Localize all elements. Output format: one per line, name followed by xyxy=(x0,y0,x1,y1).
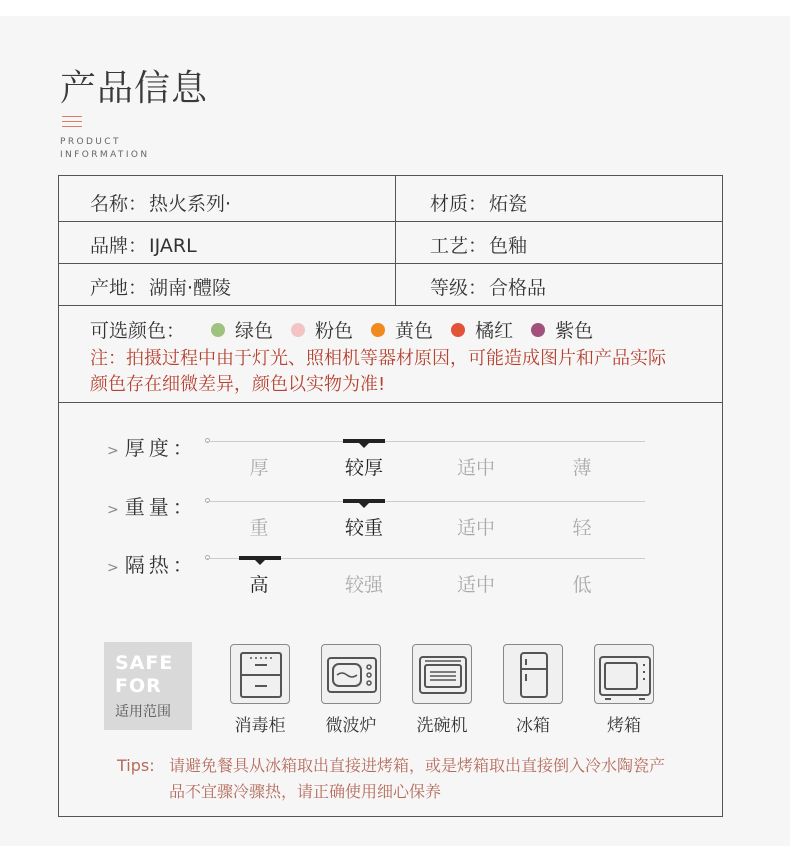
rating-option: 薄 xyxy=(572,457,592,479)
rating-option: 轻 xyxy=(572,517,592,539)
rating-option: 适中 xyxy=(456,574,495,596)
craft-value: 色釉 xyxy=(489,235,528,257)
rating-label-insulation xyxy=(107,549,197,578)
subtitle-line-2: INFORMATION xyxy=(60,150,150,160)
rating-option: 厚 xyxy=(249,457,269,479)
chevron-right-icon: > xyxy=(107,502,119,518)
color-option-orange-red[interactable] xyxy=(451,316,513,343)
origin-label: 产地： xyxy=(90,277,148,299)
chevron-right-icon: > xyxy=(107,560,119,576)
appliance-label: 冰箱 xyxy=(516,716,550,736)
color-swatch xyxy=(451,323,465,337)
dishwasher-icon xyxy=(412,644,472,704)
row-divider xyxy=(59,305,722,306)
color-name: 紫色 xyxy=(555,320,594,342)
color-name: 粉色 xyxy=(315,320,354,342)
sterilizer-cabinet-icon xyxy=(230,644,290,704)
rating-option: 适中 xyxy=(456,457,495,479)
color-swatch xyxy=(531,323,545,337)
appliance-refrigerator xyxy=(502,644,564,736)
info-craft xyxy=(430,231,527,258)
appliance-microwave xyxy=(320,644,382,736)
info-material xyxy=(430,189,527,216)
rating-label-thickness xyxy=(107,432,197,461)
info-grade xyxy=(430,273,546,300)
rating-scale-thickness xyxy=(207,441,645,442)
info-origin xyxy=(90,273,231,300)
appliance-label: 微波炉 xyxy=(325,716,377,736)
appliance-label: 烤箱 xyxy=(607,716,641,736)
appliance-label: 洗碗机 xyxy=(416,716,468,736)
color-swatch xyxy=(291,323,305,337)
rating-scale-weight xyxy=(207,501,645,502)
color-name: 绿色 xyxy=(235,320,274,342)
chevron-right-icon: > xyxy=(107,443,119,459)
material-value: 炻瓷 xyxy=(489,193,528,215)
color-name: 橘红 xyxy=(475,320,514,342)
appliance-dishwasher xyxy=(411,644,473,736)
rating-label-weight xyxy=(107,491,197,520)
rating-option: 较强 xyxy=(344,574,383,596)
care-tips xyxy=(117,753,677,805)
name-label: 名称： xyxy=(90,193,148,215)
row-divider xyxy=(59,221,722,222)
rating-option: 适中 xyxy=(456,517,495,539)
material-label: 材质： xyxy=(430,193,488,215)
row-divider xyxy=(59,402,722,403)
color-option-purple[interactable] xyxy=(531,316,593,343)
rating-label-text: 隔热： xyxy=(124,553,197,577)
grade-label: 等级： xyxy=(430,277,488,299)
refrigerator-icon xyxy=(503,644,563,704)
page-title: 产品信息 xyxy=(60,68,209,109)
brand-value: IJARL xyxy=(149,235,197,257)
oven-icon xyxy=(594,644,654,704)
info-table xyxy=(58,175,723,817)
rating-option-selected: 较重 xyxy=(344,517,383,539)
row-divider xyxy=(59,263,722,264)
color-options xyxy=(90,316,593,343)
safe-for-title-line-1: SAFE xyxy=(115,652,174,674)
origin-value: 湖南·醴陵 xyxy=(149,277,232,299)
color-swatch xyxy=(371,323,385,337)
rating-option-selected: 高 xyxy=(249,574,269,596)
rating-marker-thickness xyxy=(343,439,385,443)
grade-value: 合格品 xyxy=(489,277,547,299)
info-name xyxy=(90,189,231,216)
info-brand xyxy=(90,231,197,258)
rating-marker-weight xyxy=(343,499,385,503)
rating-option: 低 xyxy=(572,574,592,596)
rating-label-text: 重量： xyxy=(124,495,197,519)
color-disclaimer: 注：拍摄过程中由于灯光、照相机等器材原因，可能造成图片和产品实际颜色存在细微差异，颜色以实物为准! xyxy=(90,348,666,395)
rating-option-selected: 较厚 xyxy=(344,457,383,479)
product-info-panel xyxy=(0,16,790,846)
color-swatch xyxy=(211,323,225,337)
color-option-yellow[interactable] xyxy=(371,316,433,343)
safe-for-caption: 适用范围 xyxy=(115,704,171,720)
rating-label-text: 厚度： xyxy=(124,436,197,460)
color-options-label: 可选颜色： xyxy=(90,320,186,342)
color-option-pink[interactable] xyxy=(291,316,353,343)
craft-label: 工艺： xyxy=(430,235,488,257)
tips-lead: Tips: xyxy=(117,756,155,775)
microwave-icon xyxy=(321,644,381,704)
column-divider xyxy=(395,176,396,305)
appliance-sterilizer xyxy=(229,644,291,736)
name-value: 热火系列· xyxy=(149,193,232,215)
color-option-green[interactable] xyxy=(211,316,273,343)
appliance-label: 消毒柜 xyxy=(234,716,286,736)
tips-text: 请避免餐具从冰箱取出直接进烤箱，或是烤箱取出直接倒入冷水陶瓷产品不宜骤冷骤热，请正确使用细心保养 xyxy=(169,756,666,801)
safe-for-badge xyxy=(104,642,192,730)
brand-label: 品牌： xyxy=(90,235,148,257)
subtitle-line-1: PRODUCT xyxy=(60,137,121,147)
title-decoration xyxy=(62,116,82,131)
color-name: 黄色 xyxy=(395,320,434,342)
safe-for-title-line-2: FOR xyxy=(115,675,162,697)
appliance-oven xyxy=(593,644,655,736)
page-subtitle xyxy=(60,136,150,162)
rating-option: 重 xyxy=(249,517,269,539)
rating-marker-insulation xyxy=(239,556,281,560)
